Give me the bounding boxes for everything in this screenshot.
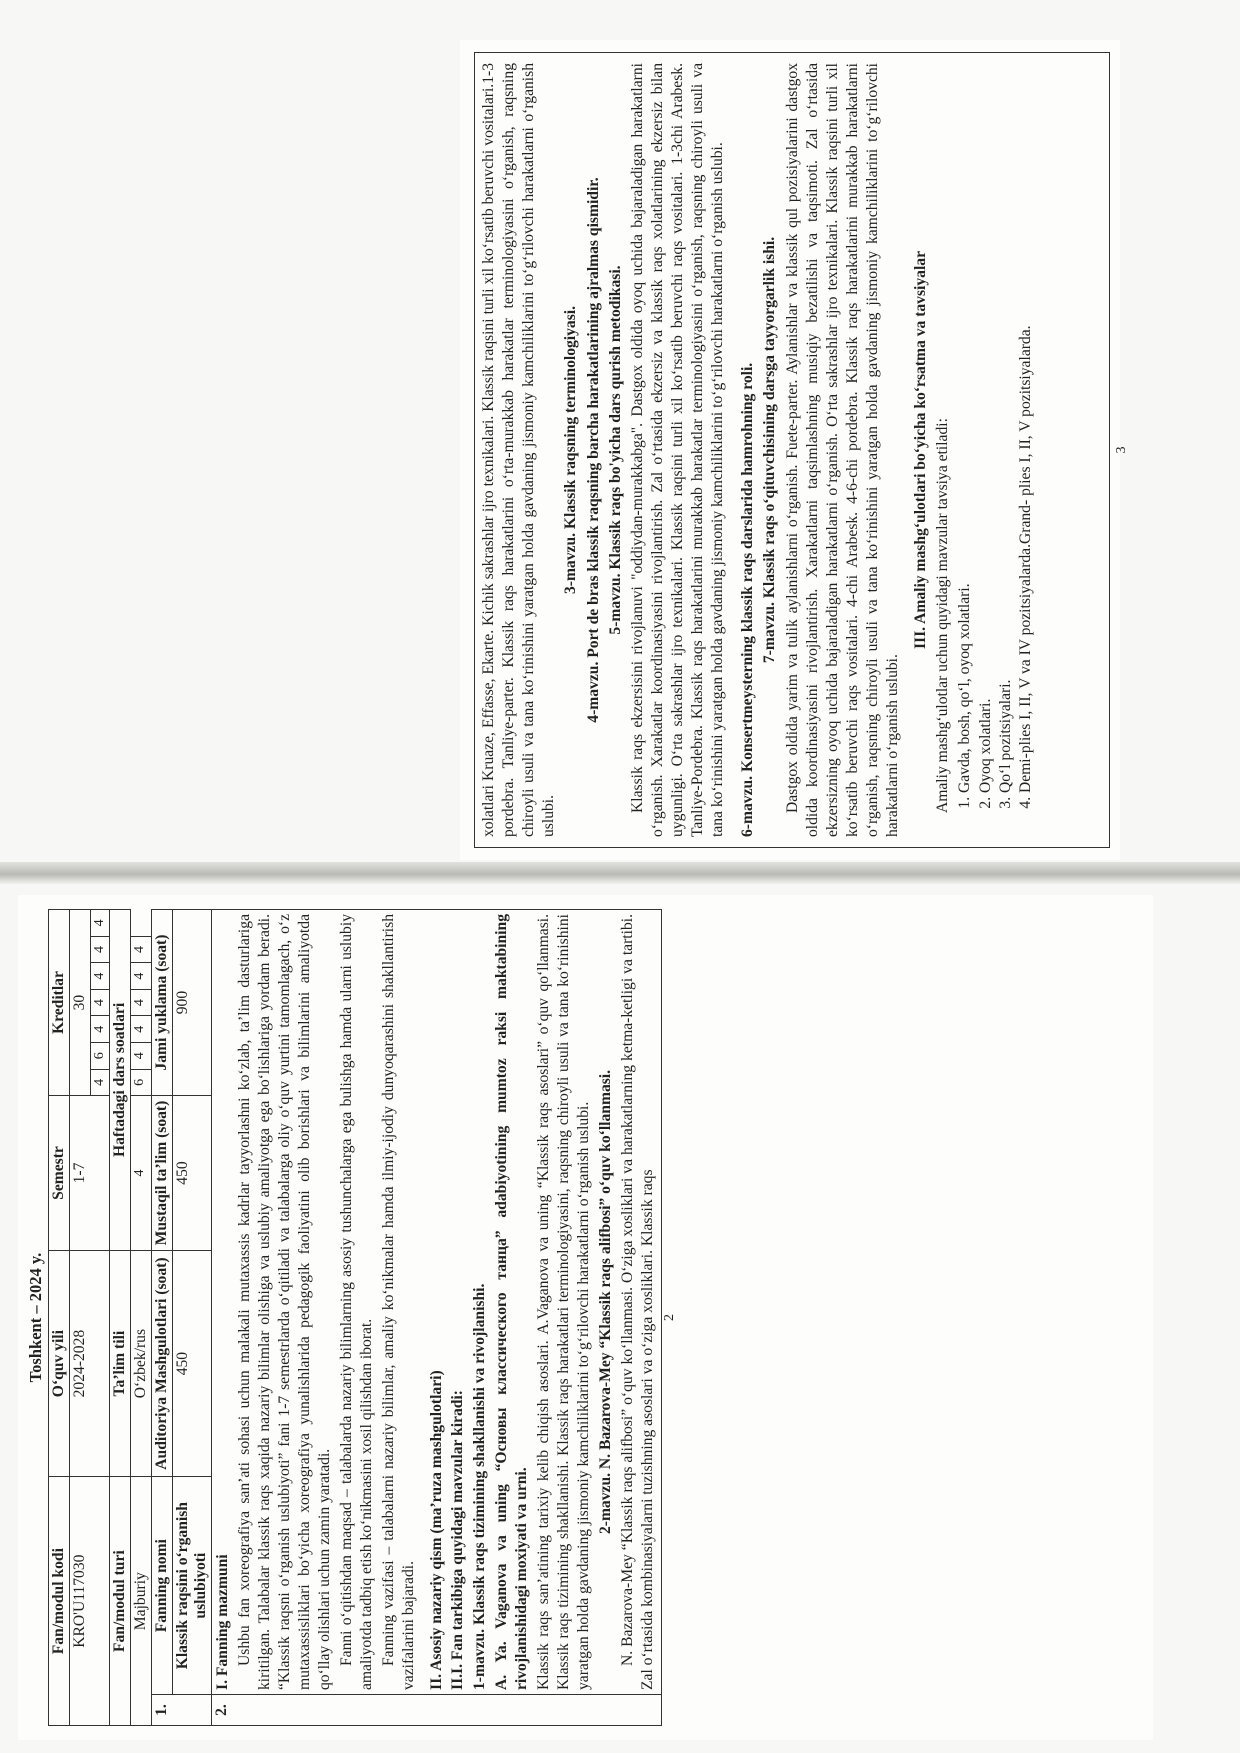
topic-4-heading: 4-mavzu. Port de bras klassik raqsning barcha harakatlarining ajralmas qismidir. bbox=[584, 177, 602, 723]
label-academic-year: O‘quv yili bbox=[49, 1250, 70, 1476]
module-type: Majburiy bbox=[131, 1477, 152, 1726]
topic-5-heading: 5-mavzu. Klassik raqs bo'yicha dars qurish metodikasi. bbox=[606, 265, 624, 635]
label-course-name: Fanning nomi bbox=[152, 1477, 173, 1695]
label-language: Ta’lim tili bbox=[110, 1250, 131, 1476]
row-number: 2. bbox=[212, 1695, 662, 1726]
credit-cell: 4 bbox=[91, 1069, 110, 1096]
list-item: 2. Oyoq xolatlari. bbox=[976, 63, 996, 793]
credit-cell: 4 bbox=[91, 1016, 110, 1043]
credit-cell: 4 bbox=[91, 936, 110, 963]
list-item: 3. Qo‘l pozitsiyalari. bbox=[996, 63, 1016, 793]
hours-cell: 4 bbox=[131, 1096, 152, 1251]
hours-cell: 4 bbox=[131, 1043, 152, 1070]
hours-cell: 4 bbox=[131, 1016, 152, 1043]
list-item: 1. Gavda, bosh, qo‘l, oyoq xolatlari. bbox=[955, 63, 975, 793]
label-module-type: Fan/modul turi bbox=[110, 1477, 131, 1726]
semester: 1-7 bbox=[70, 1096, 110, 1251]
credit-cell: 4 bbox=[91, 910, 110, 937]
page-3 bbox=[460, 40, 1129, 860]
topic-1-text: Klassik raqs san’atining tarixiy kelib chiqish asoslari. A.Vaganova va uning “Klassik raqs asoslari” o‘quv qo‘llanmasi. Klassik raqs tizimining shakllanishi. Klassik raqs harakatlari terminologiyasini, raqsning chiroyli usuli va tana ko‘rinishini yaratgan holda gavdaning jismoniy kamchiliklarini to‘g‘rilovchi harakatlarni o‘rganish uslubi. bbox=[535, 914, 593, 1690]
language: O‘zbek/rus bbox=[131, 1250, 152, 1476]
topic-1-subheading: A. Ya. Vaganova va uning “Основы классического танца” adabiyotining mumtoz raksi maktabining rivojlanishidagi moxiyati va urni. bbox=[493, 914, 531, 1690]
page-3-frame bbox=[474, 52, 1110, 848]
credit-cell: 6 bbox=[91, 1043, 110, 1070]
list-item: 4. Demi-plies I, II, V va IV pozitsiyalarda.Grand- plies I, II, V pozitsiyalarda. bbox=[1016, 63, 1036, 793]
topic-3-heading: 3-mavzu. Klassik raqsning terminologiyasi. bbox=[562, 305, 580, 595]
topic-2-heading: 2-mavzu. N. Bazarova-Mey “Klassik raqs alifbosi” o‘quv ko‘llanmasi. bbox=[597, 1069, 615, 1535]
section-2-subheading: II.I. Fan tarkibiga quyidagi mavzular kiradi: bbox=[449, 1390, 467, 1690]
topic-6-heading: 6-mavzu. Konsertmeysterning klassik raqs darslarida hamrohning roli. bbox=[739, 362, 757, 837]
hours-cell: 4 bbox=[131, 936, 152, 963]
topic-7-text: Dastgox oldida yarim va tulik aylanishlarni o‘rganish. Fuete-parter. Aylanishlar va klassik qul pozisiyalarini dastgox oldida koordinasiyasini rivojlantirish. Xarakatlarni taqsimlashning musiqiy bezatilishi va taqsimoti. Zal o‘rtasida ekzersizning oyoq uchida bajaraladigan harakatlarni o‘rganish. O‘rta sakrashlar ijro texnikalari. Klassik raqsini turli xil ko‘rsatib beruvchi raqs vositalari. 4-chi Arabesk. 4-6-chi pordebra. Klassik raqs harakatlarini murakkab harakatlarni o‘rganish, raqsning chiroyli usuli va tana ko‘rinishini yaratgan holda gavdaning jismoniy kamchiliklarini to‘g‘rilovchi harakatlarni o‘rganish uslubi. bbox=[783, 63, 902, 837]
self-study-hours: 450 bbox=[173, 1096, 212, 1251]
section-1-paragraph: Fanning vazifasi – talabalarni nazariy bilimlar, amaliy ko‘nikmalar hamda ilmiy-ijodiy dunyoqarashini shakllantirish vazifalarini bajaradi. bbox=[379, 914, 417, 1690]
label-self-study: Mustaqil ta’lim (soat) bbox=[152, 1096, 173, 1251]
topic-1-heading: 1-mavzu. Klassik raqs tizimining shakllanishi va rivojlanishi. bbox=[471, 1283, 489, 1690]
hours-cell: 6 bbox=[131, 1069, 152, 1096]
paragraph: xolatlari Kruaze, Effasse, Ekarte. Kichik sakrashlar ijro texnikalari. Klassik raqsini turli xil ko‘rsatib beruvchi vositalari.1-3 pordebra. Tanliye-parter. Klassik raqs harakatlarini o‘rta-murakkab harakatlar terminologiyasini o‘rganish, raqsning chiroyli usuli va tana ko‘rinishini yaratgan holda gavdaning jismoniy kamchiliklarini to‘g‘rilovchi harakatlarni o‘rganish uslubi. bbox=[480, 63, 558, 837]
section-1-paragraph: Fanni o‘qitishdan maqsad – talabalarda nazariy bilimlarning asosiy tushunchalarga ega bulishga hamda ularni uslubiy amaliyotda tadbiq etish ko‘nikmasini xosil qilishdan iborat. bbox=[337, 914, 375, 1690]
academic-year: 2024-2028 bbox=[70, 1250, 110, 1476]
city-year: Toshkent – 2024 y. bbox=[26, 1252, 45, 1383]
credit-cell: 4 bbox=[91, 989, 110, 1016]
section-1-heading: I. Fanning mazmuni bbox=[214, 1554, 231, 1690]
hours-cell: 4 bbox=[131, 989, 152, 1016]
label-weekly-hours: Haftadagi dars soatlari bbox=[110, 910, 131, 1251]
page-2 bbox=[18, 895, 1153, 1740]
page-number: 2 bbox=[662, 1314, 678, 1321]
course-info-table bbox=[48, 909, 662, 1726]
practice-topics-list bbox=[955, 63, 1035, 837]
label-module-code: Fan/modul kodi bbox=[49, 1477, 70, 1726]
credit-cell: 4 bbox=[91, 963, 110, 990]
section-1-paragraph: Ushbu fan xoreografiya san’ati sohasi uchun malakali mutaxassis kadrlar tayyorlashni ko‘zlab, ta’lim dasturlariga kiritilgan. Talabalar klassik raqs xaqida nazariy bilimlar olishiga va uslubiy amaliyotga ega bo‘lishlariga yordam beradi. “Klassik raqsni o‘rganish uslubiyoti” fani 1-7 semestrlarda o‘qitiladi va talabalarga oliy o‘quv yurtini tamomlagach, o‘z mutaxassisliklari bo‘yicha xoreografiya yunalishlarida pedagogik faoliyatini olib borishlari va bilimlarini amaliyotda qo‘llay olishlari uchun zamin yaratadi. bbox=[235, 914, 333, 1690]
module-code: KRO'U117030 bbox=[70, 1477, 110, 1726]
auditory-hours: 450 bbox=[173, 1250, 212, 1476]
label-credits: Kreditlar bbox=[49, 910, 70, 1096]
page-number: 3 bbox=[1114, 446, 1129, 454]
section-2-heading: II. Asosiy nazariy qism (ma’ruza mashgulotlari) bbox=[427, 1370, 445, 1690]
label-total-load: Jami yuklama (soat) bbox=[152, 910, 173, 1096]
topic-2-text: N. Bazarova-Mey “Klassik raqs alifbosi” o‘quv ko‘llanmasi. O‘ziga xosliklari va harakatlarning ketma-ketligi va tartibi. Zal o‘rtasida kombinasiyalarni tuzishning asoslari va o‘ziga xosliklari. Klassik raqs bbox=[619, 914, 657, 1690]
label-semester: Semestr bbox=[49, 1096, 70, 1251]
course-content-cell bbox=[212, 910, 662, 1695]
label-auditory-hours: Auditoriya Mashgulotlari (soat) bbox=[152, 1250, 173, 1476]
row-number: 1. bbox=[152, 1695, 212, 1726]
page-fold bbox=[0, 862, 1240, 884]
topic-5-text: Klassik raqs ekzersisini rivojlanuvi "oddiydan-murakkabga". Dastgox oldida oyoq uchida bajaraladigan harakatlarni o‘rganish. Xarakatlar koordinasiyasini rivojlantirish. Zal o‘rtasida ekzersiz va klassik raqs xolatlarining ekzersiz bilan uygunligi. O‘rta sakrashlar ijro texnikalari. Klassik raqsini turli xil ko‘rsatib beruvchi raqs vositalari. 1-3chi Arabesk. Tanliye-Pordebra. Klassik raqs harakatlarini murakkab harakatlar terminologiyasini o‘rganish, raqsning chiroyli usuli va tana ko‘rinishini yaratgan holda gavdaning jismoniy kamchiliklarini to‘g‘rilovchi harakatlarni o‘rganish uslubi. bbox=[628, 63, 727, 837]
section-3-intro: Amaliy mashg‘ulotlar uchun quyidagi mavzular tavsiya etiladi: bbox=[934, 418, 952, 813]
credits-total: 30 bbox=[70, 910, 91, 1096]
course-name: Klassik raqsini o‘rganish uslubiyoti bbox=[173, 1477, 212, 1695]
hours-cell: 4 bbox=[131, 963, 152, 990]
topic-7-heading: 7-mavzu. Klassik raqs o‘qituvchisining darsga tayyorgarlik ishi. bbox=[761, 236, 779, 664]
total-load: 900 bbox=[173, 910, 212, 1096]
section-3-heading: III. Amaliy mashg‘ulotlari bo‘yicha ko‘rsatma va tavsiyalar bbox=[912, 250, 930, 650]
